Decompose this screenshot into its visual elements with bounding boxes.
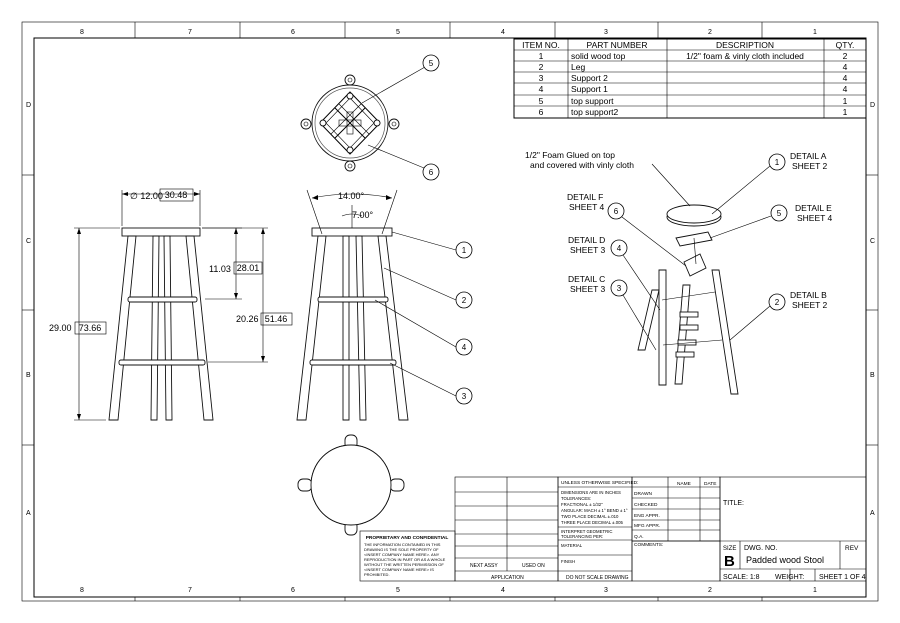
bom-row-1-part: solid wood top — [571, 51, 626, 61]
dim-angle-14: 14.00° — [338, 191, 365, 201]
finish-label: FINISH — [561, 559, 576, 564]
detail-f-line2: SHEET 4 — [569, 202, 605, 212]
bom-row-6-part: top support2 — [571, 107, 619, 117]
side-view — [297, 228, 408, 420]
zone-row-d: D — [26, 102, 32, 109]
zone-col-1: 1 — [813, 29, 817, 36]
bom-table — [514, 39, 866, 118]
zone-col-7: 7 — [188, 29, 192, 36]
zone-col-4-bottom: 4 — [501, 587, 505, 594]
dim-diameter-mm: 30.48 — [164, 190, 188, 200]
interpret-line-2: TOLERANCING PER: — [561, 534, 604, 539]
balloon-3-side: 3 — [461, 392, 467, 401]
bom-row-3-part: Support 2 — [571, 73, 608, 83]
zone-col-8: 8 — [80, 29, 84, 36]
zone-col-3-bottom: 3 — [604, 587, 608, 594]
dwg-no-value: Padded wood Stool — [746, 555, 825, 565]
tol-line-5: TWO PLACE DECIMAL ±.010 — [561, 514, 619, 519]
name-col-label: NAME — [677, 482, 691, 487]
dim-h-mid: 20.26 — [236, 314, 259, 324]
dwg-no-label: DWG. NO. — [744, 545, 778, 552]
bom-row-2-item: 2 — [538, 62, 544, 72]
bom-header-part: PART NUMBER — [586, 40, 648, 50]
balloon-3-exploded: 3 — [616, 284, 622, 293]
bom-row-3-qty: 4 — [842, 73, 848, 83]
zone-labels-right — [870, 102, 875, 517]
prop-title: PROPRIETARY AND CONFIDENTIAL — [365, 536, 449, 541]
prop-line-6: <INSERT COMPANY NAME HERE> IS — [364, 567, 434, 572]
zone-col-4: 4 — [501, 29, 505, 36]
foam-note-line2: and covered with vinly cloth — [530, 160, 634, 170]
detail-e-line2: SHEET 4 — [797, 213, 833, 223]
detail-b-line1: DETAIL B — [790, 290, 827, 300]
zone-col-5-bottom: 5 — [396, 587, 400, 594]
bom-row-4-item: 4 — [538, 84, 544, 94]
weight-label: WEIGHT: — [775, 574, 805, 581]
bom-header-desc: DESCRIPTION — [715, 40, 775, 50]
application-label: APPLICATION — [491, 575, 524, 581]
title-block — [360, 477, 866, 581]
zone-col-7-bottom: 7 — [188, 587, 192, 594]
balloon-6-top-label: 6 — [428, 168, 434, 177]
top-view — [301, 75, 399, 171]
balloon-4-side: 4 — [461, 343, 467, 352]
size-label: SIZE — [723, 546, 737, 552]
balloon-2-side: 2 — [461, 296, 467, 305]
bom-row-6-item: 6 — [538, 107, 544, 117]
tol-line-3: FRACTIONAL ± 1/32" — [561, 502, 603, 507]
bom-row-1-item: 1 — [538, 51, 544, 61]
zone-labels-left — [26, 102, 31, 517]
dim-h-top-mm: 28.01 — [236, 263, 260, 273]
detail-f-line1: DETAIL F — [567, 192, 604, 202]
bom-row-6-qty: 1 — [842, 107, 848, 117]
title-label: TITLE: — [723, 500, 745, 507]
front-view — [109, 228, 213, 420]
bom-row-2-part: Leg — [571, 62, 586, 72]
balloon-5-top-label: 5 — [428, 59, 434, 68]
zone-ticks — [22, 22, 878, 601]
zone-col-2: 2 — [708, 29, 712, 36]
bom-header-item: ITEM NO. — [522, 40, 560, 50]
prop-line-4: REPRODUCTION IN PART OR AS A WHOLE — [364, 557, 446, 562]
prop-line-5: WITHOUT THE WRITTEN PERMISSION OF — [364, 562, 444, 567]
zone-row-b: B — [26, 372, 31, 379]
balloon-5-exploded: 5 — [776, 209, 782, 218]
zone-col-1-bottom: 1 — [813, 587, 817, 594]
dim-h-total-mm: 73.66 — [78, 323, 102, 333]
detail-d-line1: DETAIL D — [568, 235, 606, 245]
outer-border — [22, 22, 878, 601]
bottom-view — [298, 435, 404, 535]
detail-c-line1: DETAIL C — [568, 274, 606, 284]
prop-line-2: DRAWING IS THE SOLE PROPERTY OF — [364, 547, 439, 552]
zone-row-d-right: D — [870, 102, 876, 109]
bom-row-4-part: Support 1 — [571, 84, 608, 94]
zone-labels-top — [80, 29, 817, 36]
bom-row-5-part: top support — [571, 96, 614, 106]
foam-note-line1: 1/2" Foam Glued on top — [525, 150, 615, 160]
bom-row-2-qty: 4 — [842, 62, 848, 72]
size-value: B — [724, 553, 735, 570]
rev-label: REV — [845, 545, 859, 552]
zone-row-c-right: C — [870, 238, 876, 245]
balloon-1-side: 1 — [461, 246, 467, 255]
dim-h-total: 29.00 — [49, 323, 72, 333]
bom-row-5-item: 5 — [538, 96, 544, 106]
zone-row-b-right: B — [870, 372, 875, 379]
side-dimensions — [307, 190, 397, 234]
bom-row-4-qty: 4 — [842, 84, 848, 94]
zone-col-5: 5 — [396, 29, 400, 36]
detail-c-line2: SHEET 3 — [570, 284, 606, 294]
detail-e-line1: DETAIL E — [795, 203, 832, 213]
checked-label: CHECKED — [634, 503, 658, 508]
bom-row-1-qty: 2 — [842, 51, 848, 61]
tol-line-1: DIMENSIONS ARE IN INCHES — [561, 490, 621, 495]
zone-col-6-bottom: 6 — [291, 587, 295, 594]
zone-row-a: A — [26, 510, 31, 517]
balloon-6-exploded: 6 — [613, 207, 619, 216]
dim-diameter: ∅ 12.00 — [130, 191, 163, 201]
detail-a-line2: SHEET 2 — [792, 161, 828, 171]
comments-label: COMMENTS: — [634, 543, 664, 548]
used-on-label: USED ON — [522, 563, 545, 569]
material-label: MATERIAL — [561, 543, 583, 548]
balloon-2-exploded: 2 — [774, 298, 780, 307]
dim-h-mid-mm: 51.46 — [264, 314, 288, 324]
prop-line-3: <INSERT COMPANY NAME HERE>. ANY — [364, 552, 440, 557]
inner-border — [34, 38, 866, 597]
bom-header-qty: QTY. — [835, 40, 855, 50]
do-not-scale: DO NOT SCALE DRAWING — [566, 575, 629, 581]
sheet-label: SHEET 1 OF 4 — [819, 574, 866, 581]
zone-col-2-bottom: 2 — [708, 587, 712, 594]
zone-row-a-right: A — [870, 510, 875, 517]
bom-row-1-desc: 1/2" foam & vinly cloth included — [686, 51, 804, 61]
detail-d-line2: SHEET 3 — [570, 245, 606, 255]
tol-line-2: TOLERANCES: — [561, 496, 592, 501]
zone-row-c: C — [26, 238, 32, 245]
scale-label: SCALE: 1:8 — [723, 574, 760, 581]
mfg-appr-label: MFG APPR. — [634, 524, 661, 529]
detail-a-line1: DETAIL A — [790, 151, 827, 161]
zone-labels-bottom — [80, 587, 817, 594]
next-assy-label: NEXT ASSY — [470, 563, 498, 569]
prop-line-1: THE INFORMATION CONTAINED IN THIS — [364, 542, 441, 547]
zone-col-8-bottom: 8 — [80, 587, 84, 594]
drawn-label: DRAWN — [634, 492, 652, 497]
interpret-line-1: INTERPRET GEOMETRIC — [561, 529, 613, 534]
bom-row-5-qty: 1 — [842, 96, 848, 106]
balloon-1-exploded: 1 — [774, 158, 780, 167]
tol-line-6: THREE PLACE DECIMAL ±.005 — [561, 520, 623, 525]
dim-angle-7: 7.00° — [352, 210, 374, 220]
exploded-annotations — [525, 150, 833, 350]
qa-label: Q.A. — [634, 535, 644, 540]
unless-specified: UNLESS OTHERWISE SPECIFIED: — [561, 481, 639, 486]
balloon-4-exploded: 4 — [616, 244, 622, 253]
prop-line-7: PROHIBITED. — [364, 572, 390, 577]
dim-h-top: 11.03 — [209, 264, 231, 274]
tol-line-4: ANGULAR: MACH ± 1° BEND ± 1° — [561, 508, 628, 513]
eng-appr-label: ENG APPR. — [634, 514, 660, 519]
zone-col-6: 6 — [291, 29, 295, 36]
zone-col-3: 3 — [604, 29, 608, 36]
date-col-label: DATE — [704, 482, 717, 487]
detail-b-line2: SHEET 2 — [792, 300, 828, 310]
bom-row-3-item: 3 — [538, 73, 544, 83]
